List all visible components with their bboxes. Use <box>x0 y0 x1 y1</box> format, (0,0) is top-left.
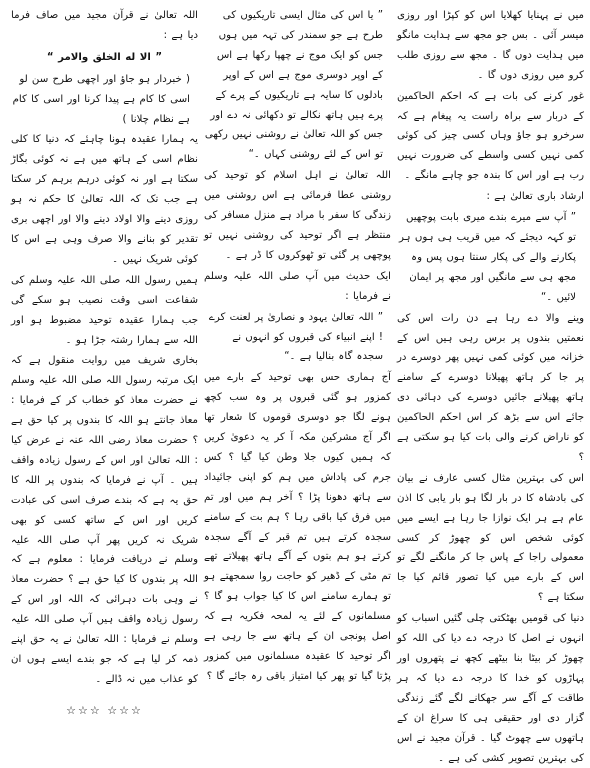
column-right <box>397 6 584 764</box>
paragraph: وینے والا دے رہا ہے دن رات اس کی نعمتیں بندوں پر برس رہی ہیں اس کے خزانہ میں کوئی کمی نہیں پھر دوسرے در پر جا کر ہاتھ پھیلانا دوسرے کے سامنے ہاتھ پھیلانے جائیں دوسرے کی دہائی دی جائے اس سے بڑھ کر اس احکم الحاکمین کو ناراض کرنے والی بات کیا ہو سکتی ہے ؟ <box>397 312 584 463</box>
column-middle <box>204 6 391 725</box>
paragraph: دنیا کی قومیں بھٹکتی چلی گئیں اسباب کو انہوں نے اصل کا درجہ دے دیا کی اللہ کو چھوڑ کر بیٹا بنا بیٹھے کچھ نے پتھروں اور پہاڑوں کو خدا کا درجہ دے دیا کہ ہر طاقت کے آگے سر جھکانے لگے گئے زندگی گزار دی اور حقیقی ہی کا سراغ ان کے ہاتھوں سے چھوٹ گیا ۔ قرآن مجید نے اس کی بہترین تصویر کشی کی ہے ۔ <box>397 613 584 764</box>
paragraph: اللہ تعالیٰ نے اہل اسلام کو توحید کی روشنی عطا فرمائی ہے اس روشنی میں زندگی کا سفر با مراد ہے منزل مسافر کی منتظر ہے اگر توحید کی روشنی نہیں تو پوچھی پر گئی تو ٹھوکروں کا ڈر ہے ۔ <box>204 170 391 261</box>
paragraph: آج ہماری حس بھی توحید کے بارے میں کمزور ہو گئی قبروں پر وہ سب کچھ ہونے لگا جو دوسری قوموں کا شعار تھا اگر آج مشرکین مکہ آ کر یہ دعویٰ کریں کہ ہمیں کیوں جلا وطن کیا گیا ؟ کس جرم کی پاداش میں ہم کو اپنی جائیداد سے ہاتھ دھونا پڑا ؟ آخر ہم میں اور تم میں فرق کیا باقی رہا ؟ ہم بت کے سامنے سجدہ کرتے ہیں تم قبر کے آگے سجدہ کرتے ہو ہم بتوں کے آگے ہاتھ پھیلاتے تھے تم مٹی کے ڈھیر کو حاجت روا سمجھتے ہو تو ہمارے سامنے اس کا کیا جواب ہو گا ؟ مسلمانوں کے لئے یہ لمحہ فکریہ ہے کہ اصل پونجی ان کے ہاتھ سے جا رہی ہے اگر توحید کا عقیدہ مسلمانوں میں کمزور پڑتا گیا تو پھر کیا امتیاز باقی رہ جائے گا ؟ <box>204 372 391 682</box>
paragraph: اس کی بہترین مثال کسی عارف نے بیان کی بادشاہ کا در بار لگا ہو بار یابی کا اذن عام ہے ہر ایک نوازا جا رہا ہے ایسے میں کوئی شخص اس کو چھوڑ کر کسی معمولی راجا کے پاس جا کر مانگنے لگے تو اس کے بارے میں کیا تصور قائم کیا جا سکتا ہے ؟ <box>397 472 584 604</box>
arabic-verse: ” الا له الخلق والامر “ <box>46 51 163 63</box>
paragraph: یہ ہمارا عقیدہ ہونا چاہئے کہ دنیا کا کلی نظام اسی کے ہاتھ میں ہے نہ کوئی بگاڑ سکتا ہے اور نہ کوئی درہم برہم کر سکتا ہے جب تک کہ اللہ تعالیٰ کا حکم نہ ہو روزی دینے والا اولاد دینے والا اور اچھی بری تقدیر کو بنانے والا صرف وہی ہے اس کا کوئی شریک نہیں ۔ <box>11 134 198 265</box>
paragraph: ہمیں رسول اللہ صلی اللہ علیہ وسلم کی شفاعت اسی وقت نصیب ہو سکے گی جب ہمارا عقیدہ توحید مضبوط ہو اور اللہ سے ہمارا رشتہ جڑا ہو ۔ <box>11 274 198 346</box>
paragraph: اللہ تعالیٰ نے قرآن مجید میں صاف فرما دیا ہے : <box>11 10 198 41</box>
paragraph: بخاری شریف میں روایت منقول ہے کہ ایک مرتبہ رسول اللہ صلی اللہ علیہ وسلم نے حضرت معاذ کو خطاب کر کے فرمایا : معاذ جانتے ہو اللہ کا بندوں پر کیا حق ہے ؟ حضرت معاذ رضی اللہ عنہ نے عرض کیا : اللہ تعالیٰ اور اس کے رسول زیادہ واقف ہیں ۔ آپ نے فرمایا کہ بندوں پر اللہ کا حق یہ ہے کہ بندے صرف اسی کی عبادت کریں اور اس کے ساتھ کسی کو بھی شریک نہ کریں پھر آپ صلی اللہ علیہ وسلم نے دریافت فرمایا : معلوم ہے کہ اللہ پر بندوں کا کیا حق ہے ؟ حضرت معاذ نے وہی بات دہرائی کہ اللہ اور اس کے رسول زیادہ واقف ہیں آپ صلی اللہ علیہ وسلم نے فرمایا : اللہ تعالیٰ نے یہ حق اپنے ذمہ کر لیا ہے کہ جو بندے ایسے ہوں ان کو عذاب میں نہ ڈالے ۔ <box>11 355 198 685</box>
hadith-quote: ” اللہ تعالیٰ یہود و نصاریٰ پر لعنت کرے ! اپنے انبیاء کی قبروں کو انہوں نے سجدہ گاہ بنالیا ہے ۔“ <box>208 311 383 363</box>
paragraph: ایک حدیث میں آپ صلی اللہ علیہ وسلم نے فرمایا : <box>204 270 391 302</box>
quoted-verse: ” آپ سے میرے بندے میری بابت پوچھیں تو کہہ دیجئے کہ میں قریب ہی ہوں ہر پکارنے والے کی پکار سنتا ہوں پس وہ مجھ ہی سے مانگیں اور مجھ پر ایمان لائیں ۔“ <box>399 212 576 303</box>
paragraph: ارشاد باری تعالیٰ ہے : <box>486 191 584 203</box>
footer-stars-ornament: ☆☆☆ ☆☆☆ <box>66 704 143 717</box>
paragraph: میں نے پہنایا کھلایا اس کو کپڑا اور روزی میسر آئی ۔ بس جو مجھ سے ہدایت مانگو میں ہدایت دوں گا ۔ مجھ سے روزی طلب کرو میں روزی دوں گا ۔ <box>397 10 584 81</box>
column-left <box>11 6 198 725</box>
verse-translation: ( خبردار ہو جاؤ اور اچھی طرح سن لو اسی کا کام ہے پیدا کرنا اور اسی کا کام ہے نظام چلانا ) <box>12 73 190 125</box>
quoted-verse: ” یا اس کی مثال ایسی تاریکیوں کی طرح ہے جو سمندر کی تہہ میں ہوں جس کو ایک موج نے چھپا رکھا ہے اس کے اوپر دوسری موج ہے اس کے اوپر بادلوں کا سایہ ہے تاریکیوں کے پرے کے پرے ہیں ہاتھ نکالے تو دکھائی نہ دے اور جس کو اللہ تعالیٰ نے روشنی نہیں رکھی تو اس کے لئے روشنی کہاں ۔“ <box>204 10 383 161</box>
paragraph: غور کرنے کی بات ہے کہ احکم الحاکمین کے دربار سے براہ راست یہ پیغام ہے کہ سرخرو ہو جاؤ وہاں کسی چیز کی کوئی کمی نہیں کسی واسطے کی ضرورت نہیں رب ہے اور اس کا بندہ جو چاہے مانگے ۔ <box>397 90 584 182</box>
